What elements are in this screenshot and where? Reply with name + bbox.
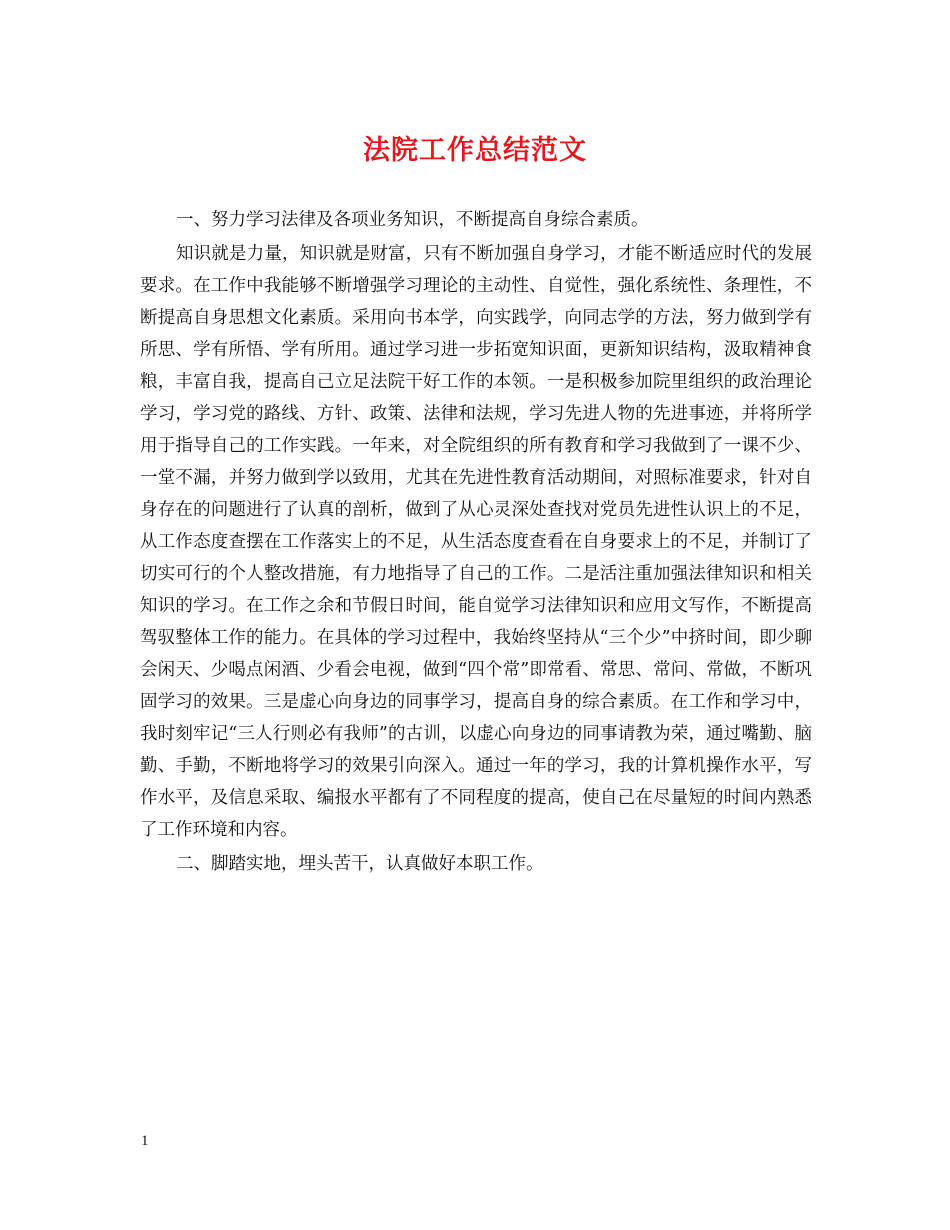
section-heading-1: 一、努力学习法律及各项业务知识，不断提高自身综合素质。 (176, 210, 649, 230)
page-number: 1 (141, 1133, 149, 1149)
body-paragraph: 知识就是力量，知识就是财富，只有不断加强自身学习，才能不断适应时代的发展要求。在工作中我能够不断增强学习理论的主动性、自觉性，强化系统性、条理性，不断提高自身思想文化素质。采用向书本学，向实践学，向同志学的方法，努力做到学有所思、学有所悟、学有所用。通过学习进一步拓宽知识面，更新知识结构，汲取精神食粮，丰富自我，提高自己立足法院干好工作的本领。一是积极参加院里组织的政治理论学习，学习党的路线、方针、政策、法律和法规，学习先进人物的先进事迹，并将所学用于指导自己的工作实践。一年来，对全院组织的所有教育和学习我做到了一课不少、一堂不漏，并努力做到学以致用，尤其在先进性教育活动期间，对照标准要求，针对自身存在的问题进行了认真的剖析，做到了从心灵深处查找对党员先进性认识上的不足，从工作态度查摆在工作落实上的不足，从生活态度查看在自身要求上的不足，并制订了切实可行的个人整改措施，有力地指导了自己的工作。二是活注重加强法律知识和相关知识的学习。在工作之余和节假日时间，能自觉学习法律知识和应用文写作，不断提高驾驭整体工作的能力。在具体的学习过程中，我始终坚持从“三个少”中挤时间，即少聊会闲天、少喝点闲酒、少看会电视，做到“四个常”即常看、常思、常问、常做，不断巩固学习的效果。三是虚心向身边的同事学习，提高自身的综合素质。在工作和学习中，我时刻牢记“三人行则必有我师”的古训，以虚心向身边的同事请教为荣，通过嘴勤、脑勤、手勤，不断地将学习的效果引向深入。通过一年的学习，我的计算机操作水平，写作水平，及信息采取、编报水平都有了不同程度的提高，使自己在尽量短的时间内熟悉了工作环境和内容。 (140, 244, 812, 840)
section-heading-2: 二、脚踏实地，埋头苦干，认真做好本职工作。 (176, 854, 544, 874)
document-title: 法院工作总结范文 (363, 135, 587, 166)
document-body (140, 204, 812, 880)
